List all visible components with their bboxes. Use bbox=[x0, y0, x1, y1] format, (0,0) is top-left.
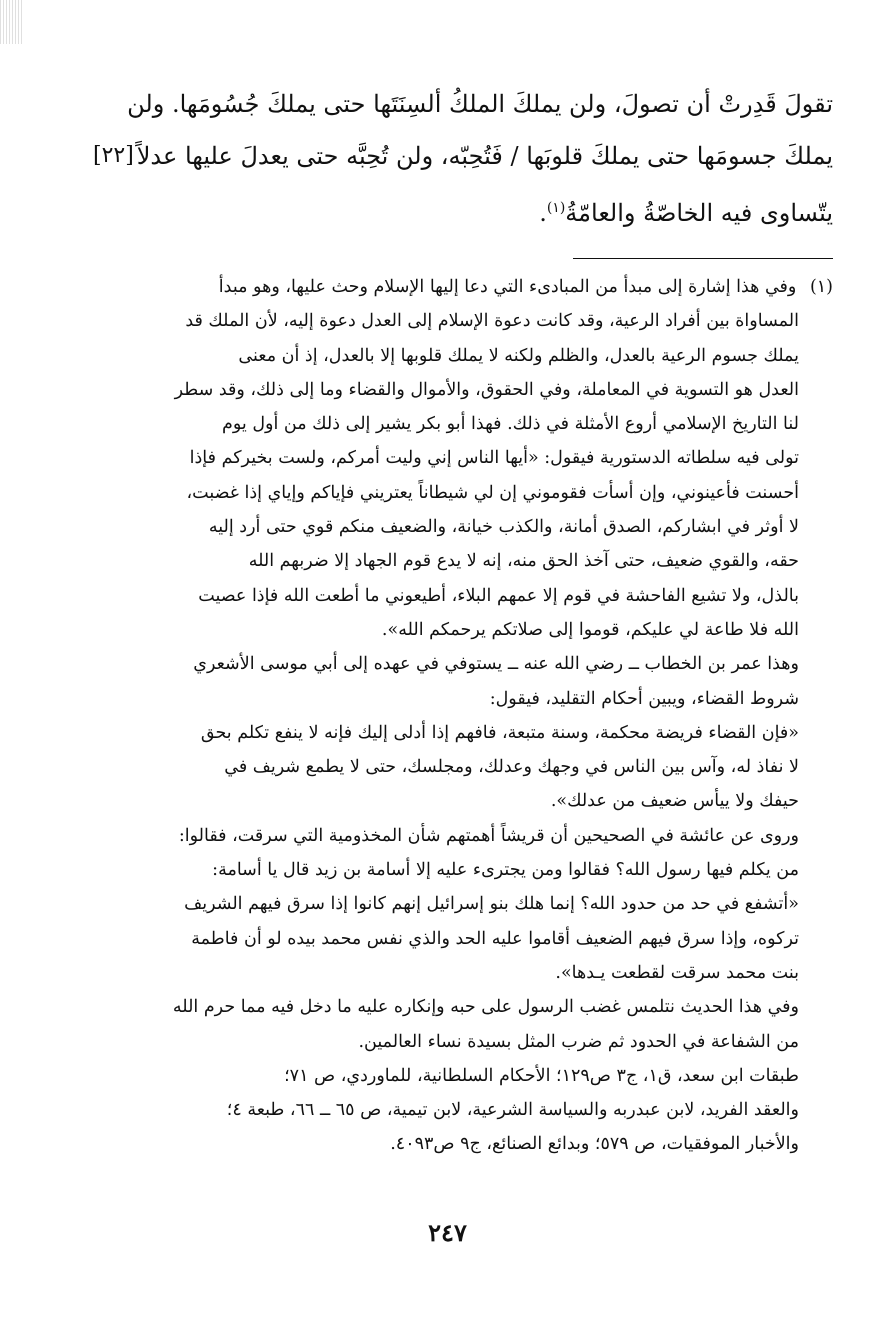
main-text-line-2-text: يملكَ جسومَها حتى يملكَ قلوبَها / فَتُحِبّه، ولن تُحِبَّه حتى يعدلَ عليها عدلاً bbox=[136, 142, 833, 170]
footnote-marker: (١) bbox=[546, 200, 566, 216]
main-text-line-1 bbox=[93, 78, 833, 130]
manuscript-page-reference: [٢٢] bbox=[93, 143, 134, 168]
footnote-line: وهذا عمر بن الخطاب ــ رضي الله عنه ــ يستوفي في عهده إلى أبي موسى الأشعري bbox=[193, 654, 799, 675]
main-text-line-2 bbox=[93, 130, 833, 182]
footnote-line: طبقات ابن سعد، ق١، ج٣ ص١٢٩؛ الأحكام السلطانية، للماوردي، ص ٧١؛ bbox=[284, 1065, 799, 1086]
footnote-line: والعقد الفريد، لابن عبدربه والسياسة الشرعية، لابن تيمية، ص ٦٥ ــ ٦٦، طبعة ٤؛ bbox=[226, 1100, 799, 1121]
main-text-line-1-text: تقولَ قَدِرتْ أن تصولَ، ولن يملكَ الملكُ ألسِنَتَها حتى يملكَ جُسُومَها. ولن bbox=[127, 90, 833, 118]
main-text-line-3 bbox=[93, 182, 833, 239]
footnote-number: (١) bbox=[809, 277, 833, 297]
footnote-line: شروط القضاء، ويبين أحكام التقليد، فيقول: bbox=[489, 688, 799, 709]
footnote-line: لنا التاريخ الإسلامي أروع الأمثلة في ذلك. فهذا أبو بكر يشير إلى ذلك من أول يوم bbox=[222, 414, 799, 435]
footnote-line: وروى عن عائشة في الصحيحين أن قريشاً أهمتهم شأن المخذومية التي سرقت، فقالوا: bbox=[178, 825, 799, 846]
footnote-line: الله فلا طاعة لي عليكم، قوموا إلى صلاتكم يرحمكم الله». bbox=[381, 619, 799, 640]
main-text-block bbox=[93, 78, 833, 239]
footnote-line: تركوه، وإذا سرق فيهم الضعيف أقاموا عليه الحد والذي نفس محمد بيده لو أن فاطمة bbox=[191, 928, 799, 949]
scan-edge-mark bbox=[0, 0, 22, 44]
footnotes-block bbox=[53, 270, 833, 1162]
footnote-line: بنت محمد سرقت لقطعت يـدها». bbox=[555, 962, 799, 983]
footnote-line: تولى فيه سلطاته الدستورية فيقول: «أيها الناس إني وليت أمركم، ولست بخيركم فإذا bbox=[189, 448, 799, 469]
footnote-line: وفي هذا الحديث نتلمس غضب الرسول على حبه وإنكاره عليه ما دخل فيه مما حرم الله bbox=[172, 997, 799, 1018]
footnote-line: بالذل، ولا تشيع الفاحشة في قوم إلا عمهم البلاء، أطيعوني ما أطعت الله فإذا عصيت bbox=[198, 585, 799, 606]
page-number: ٢٤٧ bbox=[428, 1218, 467, 1247]
line-end-period: . bbox=[539, 199, 547, 227]
footnote-line: لا نفاذ له، وآس بين الناس في وجهك وعدلك، ومجلسك، حتى لا يطمع شريف في bbox=[224, 757, 799, 778]
footnote-line: أحسنت فأعينوني، وإن أسأت فقوموني إن لي شيطاناً يعتريني فإياكم وإياي إذا غضبت، bbox=[186, 482, 799, 503]
footnote-line: «أتشفع في حد من حدود الله؟ إنما هلك بنو إسرائيل إنهم كانوا إذا سرق فيهم الشريف bbox=[184, 894, 799, 915]
footnote-divider bbox=[573, 258, 833, 259]
footnote-line: من الشفاعة في الحدود ثم ضرب المثل بسيدة نساء العالمين. bbox=[358, 1031, 799, 1052]
footnote-line: والأخبار الموفقيات، ص ٥٧٩؛ وبدائع الصنائع، ج٩ ص٤٠٩٣. bbox=[390, 1134, 799, 1155]
footnote-line: من يكلم فيها رسول الله؟ فقالوا ومن يجترىء عليه إلا أسامة بن زيد قال يا أسامة: bbox=[212, 860, 799, 881]
footnote-line: يملك جسوم الرعية بالعدل، والظلم ولكنه لا يملك قلوبها إلا بالعدل، إذ أن معنى bbox=[238, 345, 799, 366]
main-text-line-3-text: يتّساوى فيه الخاصّةُ والعامّةُ bbox=[565, 199, 833, 227]
footnote-line-1-text: وفي هذا إشارة إلى مبدأ من المبادىء التي دعا إليها الإسلام وحث عليها، وهو مبدأ bbox=[218, 277, 797, 297]
footnote-line: حقه، والقوي ضعيف، حتى آخذ الحق منه، إنه لا يدع قوم الجهاد إلا ضربهم الله bbox=[248, 551, 799, 572]
footnote-line: «فإن القضاء فريضة محكمة، وسنة متبعة، فافهم إذا أدلى إليك فإنه لا ينفع تكلم بحق bbox=[200, 722, 799, 743]
footnote-line: المساواة بين أفراد الرعية، وقد كانت دعوة الإسلام إلى العدل دعوة إليه، لأن الملك قد bbox=[185, 311, 799, 332]
footnote-line: حيفك ولا ييأس ضعيف من عدلك». bbox=[550, 791, 799, 812]
footnote-line-1 bbox=[53, 270, 833, 304]
footnote-line: لا أوثر في ابشاركم، الصدق أمانة، والكذب خيانة، والضعيف منكم قوي حتى أرد إليه bbox=[208, 517, 799, 538]
footnote-line: العدل هو التسوية في المعاملة، وفي الحقوق، والأموال والقضاء وما إلى ذلك، وقد سطر bbox=[174, 379, 799, 400]
